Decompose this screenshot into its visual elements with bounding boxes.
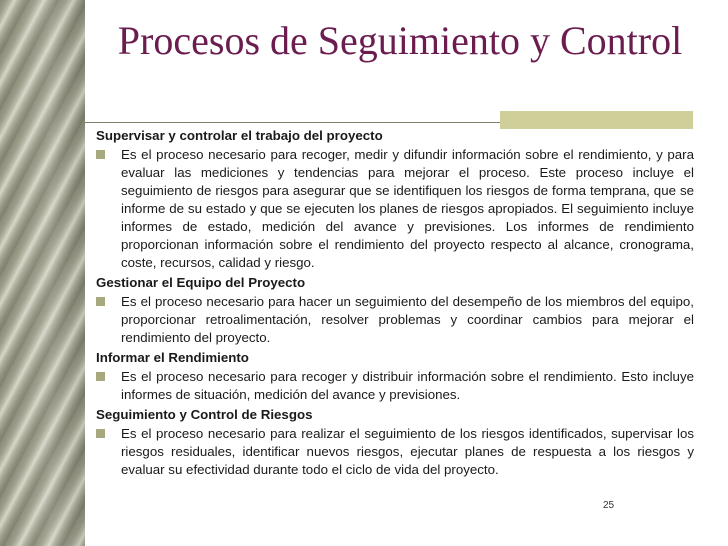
section-heading: Supervisar y controlar el trabajo del proyecto	[96, 128, 383, 143]
bullet-text: Es el proceso necesario para recoger y distribuir información sobre el rendimiento. Esto incluye informes de situación, medición del avance y previsiones.	[121, 369, 694, 402]
square-bullet-icon	[96, 150, 105, 159]
decorative-sidebar	[0, 0, 85, 546]
bullet-text: Es el proceso necesario para recoger, medir y difundir información sobre el rendimiento, y para evaluar las mediciones y tendencias para mejorar el proceso. Este proceso incluye el seguimiento de riesgos para asegurar que se identifiquen los riesgos de forma temprana, que se informe de su estado y que se ejecuten los planes de riesgos apropiados. El seguimiento incluye informes de estado, medición del avance y previsiones. Los informes de rendimiento proporcionan información sobre el rendimiento del proyecto respecto al alcance, cronograma, coste, recursos, calidad y riesgo.	[121, 147, 694, 270]
section-heading: Seguimiento y Control de Riesgos	[96, 407, 313, 422]
section-heading: Gestionar el Equipo del Proyecto	[96, 275, 306, 290]
bullet-item	[96, 146, 694, 272]
bullet-item	[96, 368, 694, 404]
title-divider	[85, 122, 505, 123]
square-bullet-icon	[96, 429, 105, 438]
square-bullet-icon	[96, 372, 105, 381]
slide-content	[96, 126, 694, 481]
slide-title: Procesos de Seguimiento y Control	[117, 18, 683, 63]
page-number: 25	[603, 500, 615, 511]
section-heading: Informar el Rendimiento	[96, 350, 249, 365]
square-bullet-icon	[96, 297, 105, 306]
bullet-item	[96, 293, 694, 347]
bullet-item	[96, 425, 694, 479]
bullet-text: Es el proceso necesario para realizar el seguimiento de los riesgos identificados, supervisar los riesgos residuales, identificar nuevos riesgos, ejecutar planes de respuesta a los riesgos y evaluar su efectividad durante todo el ciclo de vida del proyecto.	[121, 426, 694, 477]
bullet-text: Es el proceso necesario para hacer un seguimiento del desempeño de los miembros del equipo, proporcionar retroalimentación, resolver problemas y coordinar cambios para mejorar el rendimiento del proyecto.	[121, 294, 694, 345]
